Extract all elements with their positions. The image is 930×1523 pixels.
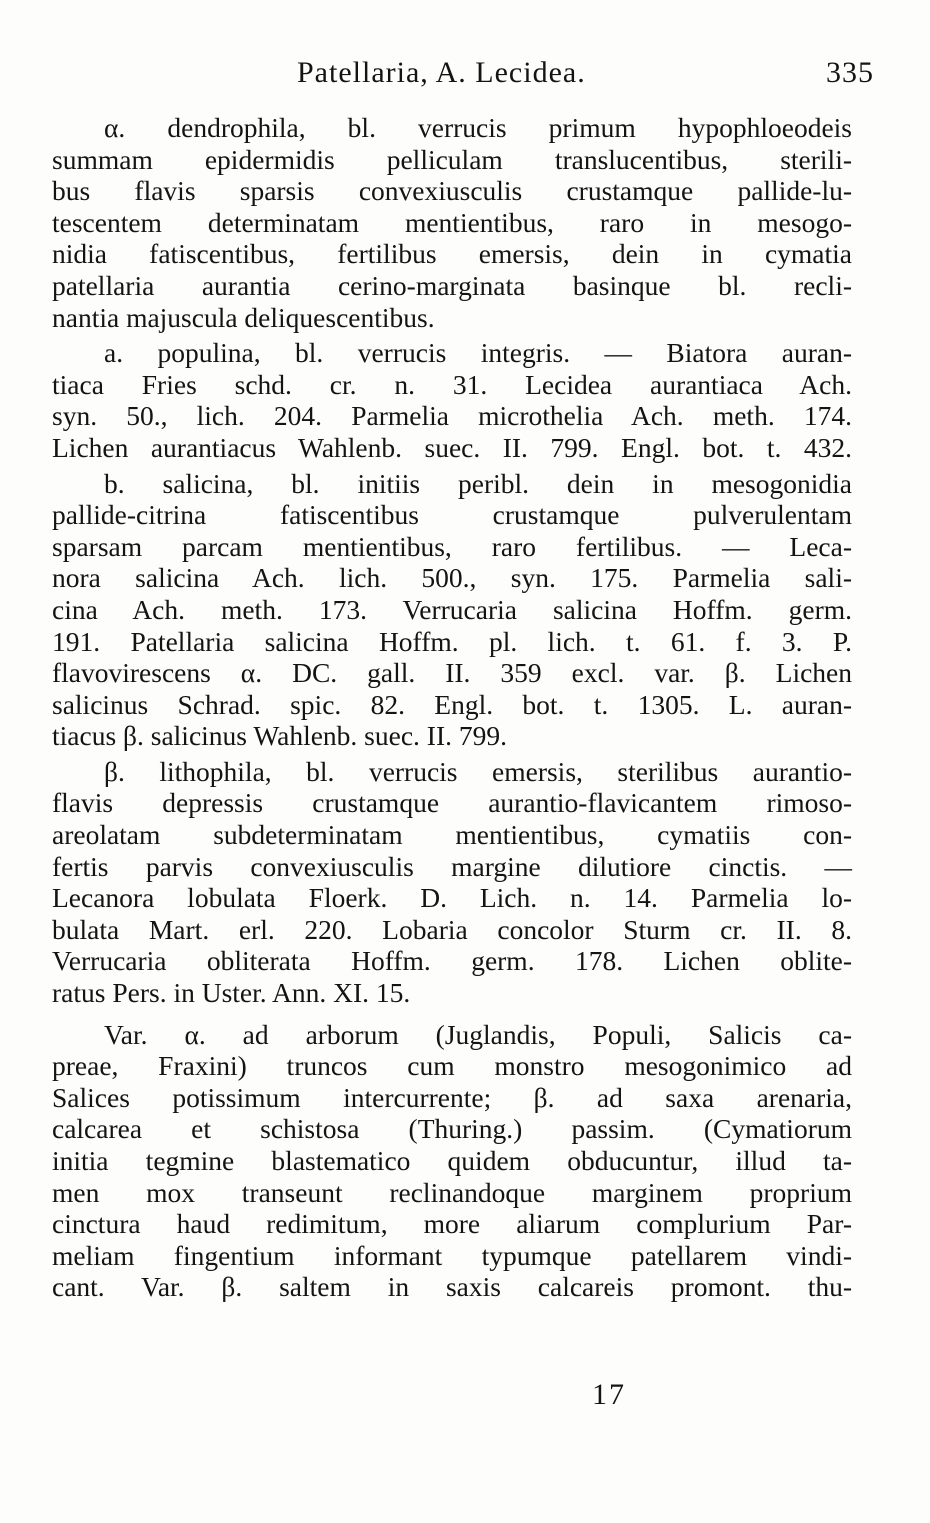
- text-line: Var. α. ad arborum (Juglandis, Populi, Salicis ca-: [104, 1018, 852, 1050]
- text-line: syn. 50., lich. 204. Parmelia microthelia Ach. meth. 174.: [52, 400, 852, 432]
- paragraph-salicina: [52, 468, 852, 752]
- text-line: meliam fingentium informant typumque patellarem vindi-: [52, 1239, 852, 1271]
- text-line: cinctura haud redimitum, more aliarum complurium Par-: [52, 1208, 852, 1240]
- text-line: nora salicina Ach. lich. 500., syn. 175. Parmelia sali-: [52, 562, 852, 594]
- text-line: 191. Patellaria salicina Hoffm. pl. lich. t. 61. f. 3. P.: [52, 625, 852, 657]
- text-line: cina Ach. meth. 173. Verrucaria salicina Hoffm. germ.: [52, 593, 852, 625]
- text-line: bus flavis sparsis convexiusculis crustamque pallide-lu-: [52, 175, 852, 207]
- text-line: tiacus β. salicinus Wahlenb. suec. II. 799.: [52, 720, 507, 752]
- text-line: areolatam subdeterminatam mentientibus, cymatiis con-: [52, 819, 852, 851]
- text-line: preae, Fraxini) truncos cum monstro mesogonimico ad: [52, 1050, 852, 1082]
- text-line: a. populina, bl. verrucis integris. — Biatora auran-: [104, 337, 852, 369]
- text-line: b. salicina, bl. initiis peribl. dein in mesogonidia: [104, 467, 852, 499]
- text-line: tescentem determinatam mentientibus, raro in mesogo-: [52, 206, 852, 238]
- text-line: α. dendrophila, bl. verrucis primum hypophloeodeis: [104, 112, 852, 143]
- paragraph-varieties: [52, 1019, 852, 1303]
- signature-mark: 17: [592, 1378, 626, 1411]
- text-line: flavovirescens α. DC. gall. II. 359 excl. var. β. Lichen: [52, 657, 852, 689]
- text-line: men mox transeunt reclinandoque marginem proprium: [52, 1176, 852, 1208]
- page-number: 335: [826, 56, 874, 89]
- text-line: nidia fatiscentibus, fertilibus emersis, dein in cymatia: [52, 238, 852, 270]
- text-line: Lecanora lobulata Floerk. D. Lich. n. 14. Parmelia lo-: [52, 882, 852, 914]
- page-body: [52, 112, 852, 1307]
- text-line: Lichen aurantiacus Wahlenb. suec. II. 799. Engl. bot. t. 432.: [52, 431, 852, 463]
- paragraph-lithophila: [52, 756, 852, 1009]
- text-line: bulata Mart. erl. 220. Lobaria concolor Sturm cr. II. 8.: [52, 913, 852, 945]
- text-line: ratus Pers. in Uster. Ann. XI. 15.: [52, 977, 411, 1009]
- running-header: [52, 56, 874, 96]
- text-line: initia tegmine blastematico quidem obducuntur, illud ta-: [52, 1145, 852, 1176]
- text-line: salicinus Schrad. spic. 82. Engl. bot. t. 1305. L. auran-: [52, 688, 852, 720]
- text-line: sparsam parcam mentientibus, raro fertilibus. — Leca-: [52, 530, 852, 562]
- text-line: patellaria aurantia cerino-marginata basinque bl. recli-: [52, 269, 852, 301]
- text-line: Verrucaria obliterata Hoffm. germ. 178. Lichen oblite-: [52, 945, 852, 977]
- text-line: flavis depressis crustamque aurantio-flavicantem rimoso-: [52, 787, 852, 819]
- running-title: Patellaria, A. Lecidea.: [297, 56, 586, 89]
- text-line: calcarea et schistosa (Thuring.) passim. (Cymatiorum: [52, 1113, 852, 1145]
- text-line: summam epidermidis pelliculam translucentibus, sterili-: [52, 143, 852, 175]
- text-line: pallide-citrina fatiscentibus crustamque pulverulentam: [52, 499, 852, 531]
- paragraph-populina: [52, 337, 852, 463]
- text-line: cant. Var. β. saltem in saxis calcareis promont. thu-: [52, 1271, 852, 1303]
- text-line: nantia majuscula deliquescentibus.: [52, 301, 435, 333]
- text-line: Salices potissimum intercurrente; β. ad saxa arenaria,: [52, 1081, 852, 1113]
- text-line: tiaca Fries schd. cr. n. 31. Lecidea aurantiaca Ach.: [52, 368, 852, 400]
- text-line: β. lithophila, bl. verrucis emersis, sterilibus aurantio-: [104, 755, 852, 787]
- paragraph-dendrophila: [52, 112, 852, 333]
- text-line: fertis parvis convexiusculis margine dilutiore cinctis. —: [52, 850, 852, 882]
